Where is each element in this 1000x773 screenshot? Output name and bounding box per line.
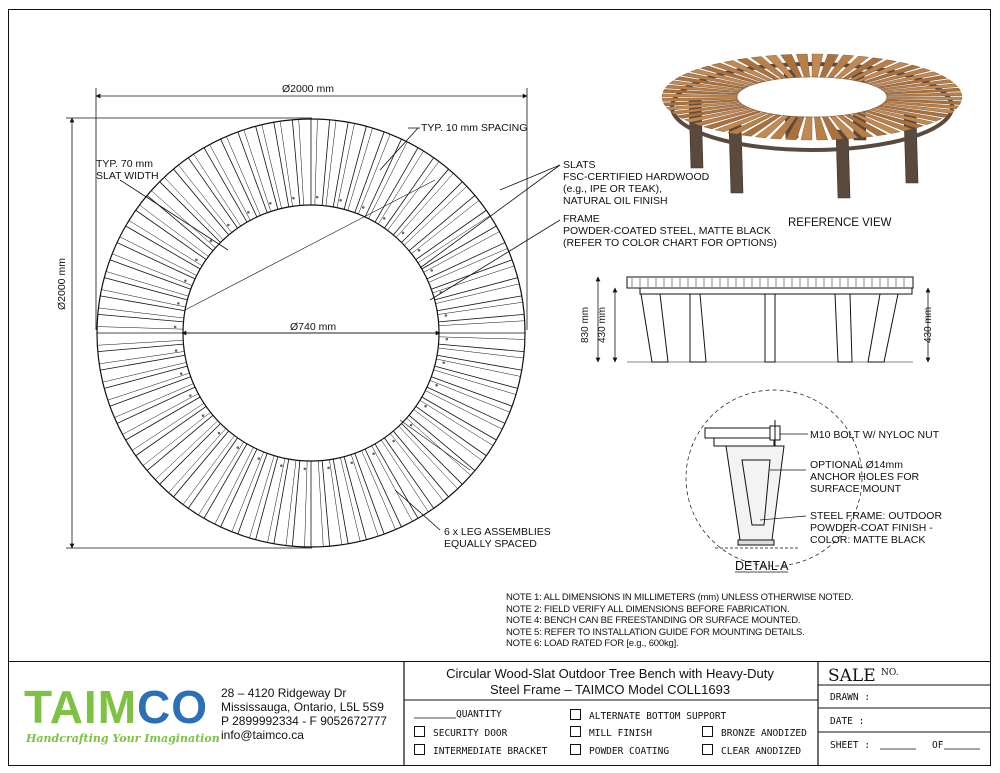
screw-hole: [442, 361, 445, 364]
screw-hole: [280, 464, 283, 467]
drawing-title: Circular Wood-Slat Outdoor Tree Bench with Heavy-Duty Steel Frame – TAIMCO Model COLL1693: [446, 666, 774, 697]
date-label: DATE :: [830, 716, 865, 727]
screw-hole: [350, 461, 353, 464]
bench-leg: [836, 130, 850, 198]
slat-gap: [396, 173, 453, 237]
taimco-logo: TAIMCO: [24, 681, 209, 733]
center-opening: [737, 77, 887, 117]
slat-gap: [244, 130, 271, 212]
screw-hole: [362, 206, 365, 209]
outer-diameter-label: Ø2000 mm: [282, 83, 334, 95]
screw-hole: [430, 269, 433, 272]
slat-gap: [108, 373, 190, 400]
screw-hole: [174, 326, 177, 329]
screw-hole: [195, 258, 198, 261]
slat-gap: [427, 387, 505, 423]
slat-gap: [98, 314, 184, 321]
sheet-label: SHEET :: [830, 740, 871, 751]
screw-hole: [202, 414, 205, 417]
tagline: Handcrafting Your Imagination: [26, 732, 220, 745]
slat-gap: [104, 366, 187, 388]
slat-gap: [344, 457, 366, 540]
slat-gap: [407, 418, 471, 475]
screw-hole: [227, 224, 230, 227]
slat-gap: [435, 278, 518, 300]
screw-hole: [236, 446, 239, 449]
slat-gap: [418, 216, 490, 263]
screw-hole: [339, 199, 342, 202]
slat-gap: [194, 154, 241, 226]
slat-gap: [104, 278, 187, 300]
slat-gap: [117, 387, 195, 423]
option-alternate-bottom-support[interactable]: ALTERNATE BOTTOM SUPPORT: [570, 709, 726, 722]
slat-gap: [411, 200, 479, 253]
screw-hole: [210, 240, 213, 243]
slat-gap: [256, 457, 278, 540]
slat-gap: [393, 169, 448, 235]
slat-gap: [123, 394, 199, 435]
slat-gap: [238, 132, 267, 213]
checkbox[interactable]: [414, 726, 425, 737]
slat-gap: [103, 362, 187, 382]
slat-gap: [98, 308, 183, 318]
screw-hole: [327, 467, 330, 470]
slat-gap: [322, 461, 329, 547]
slat-gap: [110, 377, 191, 406]
slat-gap: [129, 220, 202, 265]
slat-gap: [435, 366, 518, 388]
height-430-left-label: 430 mm: [597, 306, 608, 343]
slat-gap: [147, 415, 213, 470]
checkbox[interactable]: [702, 726, 713, 737]
slat-gap: [436, 284, 520, 304]
screw-hole: [383, 217, 386, 220]
checkbox[interactable]: [570, 726, 581, 737]
slats-note: SLATS FSC-CERTIFIED HARDWOOD (e.g., IPE OR TEAK), NATURAL OIL FINISH: [563, 159, 710, 207]
screw-hole: [247, 211, 250, 214]
sale-section: [818, 662, 991, 767]
screw-hole: [304, 468, 307, 471]
screw-hole: [418, 249, 421, 252]
option-intermediate-bracket[interactable]: INTERMEDIATE BRACKET: [414, 744, 547, 757]
slat-gap: [369, 142, 408, 219]
slat-gap: [381, 440, 428, 512]
option-security-door[interactable]: SECURITY DOOR: [414, 726, 507, 739]
slat-gap: [439, 337, 525, 340]
screw-hole: [446, 338, 449, 341]
slat-gap: [210, 145, 251, 221]
slat-gap: [262, 125, 282, 209]
anchor-note: OPTIONAL Ø14mm ANCHOR HOLES FOR SURFACE MOUNT: [810, 459, 920, 495]
screw-hole: [316, 196, 319, 199]
screw-hole: [184, 279, 187, 282]
slat-spacing-label: TYP. 10 mm SPACING: [421, 122, 528, 134]
slat-gap: [365, 449, 401, 527]
slat-gap: [351, 455, 378, 537]
outer-diameter-vertical-label: Ø2000 mm: [56, 258, 68, 310]
title-block: [8, 661, 991, 767]
screw-hole: [257, 457, 260, 460]
inner-diameter-label: Ø740 mm: [290, 321, 337, 333]
slat-gap: [372, 446, 413, 522]
slat-gap: [305, 461, 308, 547]
slat-gap: [438, 348, 523, 358]
slat-gap: [409, 195, 475, 250]
screw-hole: [292, 197, 295, 200]
slat-gap: [439, 314, 525, 321]
height-430-right-label: 430 mm: [923, 306, 934, 343]
slat-gap: [378, 151, 423, 224]
general-notes: NOTE 1: ALL DIMENSIONS IN MILLIMETERS (mm) UNLESS OTHERWISE NOTED. NOTE 2: FIELD VERIFY ALL DIMENSIONS BEFORE FABRICATION. NOTE 4: BENCH CAN BE FREESTANDING OR SURFACE MOUNTED. NOTE 5: REFER TO INSTALLATION GUIDE FOR MOUNTING DETAILS. NOTE 6: LOAD RATED FOR [e.g., 600kg].: [506, 592, 854, 649]
slat-gap: [132, 403, 204, 450]
slat-gap: [221, 449, 257, 527]
slat-gap: [318, 461, 323, 547]
screw-hole: [424, 405, 427, 408]
slat-gap: [221, 139, 257, 217]
slat-gap: [97, 327, 183, 330]
slat-gap: [256, 126, 278, 209]
slat-gap: [355, 453, 384, 534]
screw-hole: [269, 202, 272, 205]
checkbox[interactable]: [702, 744, 713, 755]
height-830-label: 830 mm: [580, 306, 591, 343]
checkbox[interactable]: [570, 709, 581, 720]
company-address: 28 – 4120 Ridgeway Dr Mississauga, Ontario, L5L 5S9 P 2899992334 - F 9052672777 info@taimco.ca: [221, 686, 387, 742]
slat-gap: [425, 391, 502, 430]
slat-gap: [439, 321, 525, 326]
slat-gap: [292, 120, 299, 206]
slat-gap: [344, 126, 366, 209]
slat-gap: [198, 442, 243, 515]
screw-hole: [180, 372, 183, 375]
screw-hole: [218, 432, 221, 435]
screw-hole: [392, 440, 395, 443]
screw-hole: [175, 349, 178, 352]
quantity-label: QUANTITY: [456, 709, 502, 720]
detail-a-title: DETAIL A: [735, 559, 789, 573]
slat-gap: [420, 400, 493, 445]
slat-gap: [97, 340, 183, 345]
slat-gap: [173, 169, 228, 235]
checkbox[interactable]: [570, 744, 581, 755]
slat-gap: [340, 458, 360, 542]
slat-gap: [315, 119, 318, 205]
slat-gap: [169, 429, 226, 493]
screw-hole: [372, 452, 375, 455]
bench-leg: [729, 125, 743, 193]
screw-hole: [402, 232, 405, 235]
title-section: [404, 662, 818, 767]
slat-gap: [433, 266, 515, 293]
frame-note: FRAME POWDER-COATED STEEL, MATTE BLACK (REFER TO COLOR CHART FOR OPTIONS): [563, 213, 777, 249]
slat-gap: [409, 415, 475, 470]
slat-gap: [98, 344, 184, 351]
screw-hole: [177, 302, 180, 305]
option-bronze-anodized[interactable]: BRONZE ANODIZED: [702, 726, 807, 739]
slat-gap: [299, 119, 304, 205]
screw-hole: [435, 384, 438, 387]
elevation-view: [598, 277, 928, 362]
slat-gap: [286, 460, 296, 545]
screw-hole: [189, 394, 192, 397]
slat-gap: [390, 433, 443, 501]
screw-hole: [410, 424, 413, 427]
slat-gap: [143, 412, 211, 465]
slat-gap: [215, 447, 254, 524]
checkbox[interactable]: [414, 744, 425, 755]
slat-gap: [120, 237, 197, 276]
slat-gap: [393, 431, 448, 497]
slat-width-label: TYP. 70 mm SLAT WIDTH: [96, 158, 159, 182]
slat-gap: [326, 120, 336, 205]
slat-gap: [178, 165, 231, 233]
legs-note: 6 x LEG ASSEMBLIES EQUALLY SPACED: [444, 526, 551, 550]
sale-label: SALE $^{NO.}$: [828, 666, 899, 686]
reference-view-label: REFERENCE VIEW: [788, 217, 892, 229]
screw-hole: [445, 314, 448, 317]
slat-gap: [173, 431, 228, 497]
slat-gap: [151, 191, 215, 248]
slat-gap: [322, 120, 329, 206]
slat-gap: [117, 243, 195, 279]
bolt-note: M10 BOLT W/ NYLOC NUT: [810, 429, 940, 441]
drawn-label: DRAWN :: [830, 692, 871, 703]
slat-gap: [365, 139, 401, 217]
option-clear-anodized[interactable]: CLEAR ANODIZED: [702, 744, 801, 757]
slat-gap: [292, 461, 299, 547]
option-powder-coating[interactable]: POWDER COATING: [570, 744, 669, 757]
of-label: OF: [932, 740, 944, 751]
steel-note: STEEL FRAME: OUTDOOR POWDER-COAT FINISH - COLOR: MATTE BLACK: [810, 510, 943, 546]
slat-gap: [439, 344, 525, 351]
option-mill-finish[interactable]: MILL FINISH: [570, 726, 652, 739]
